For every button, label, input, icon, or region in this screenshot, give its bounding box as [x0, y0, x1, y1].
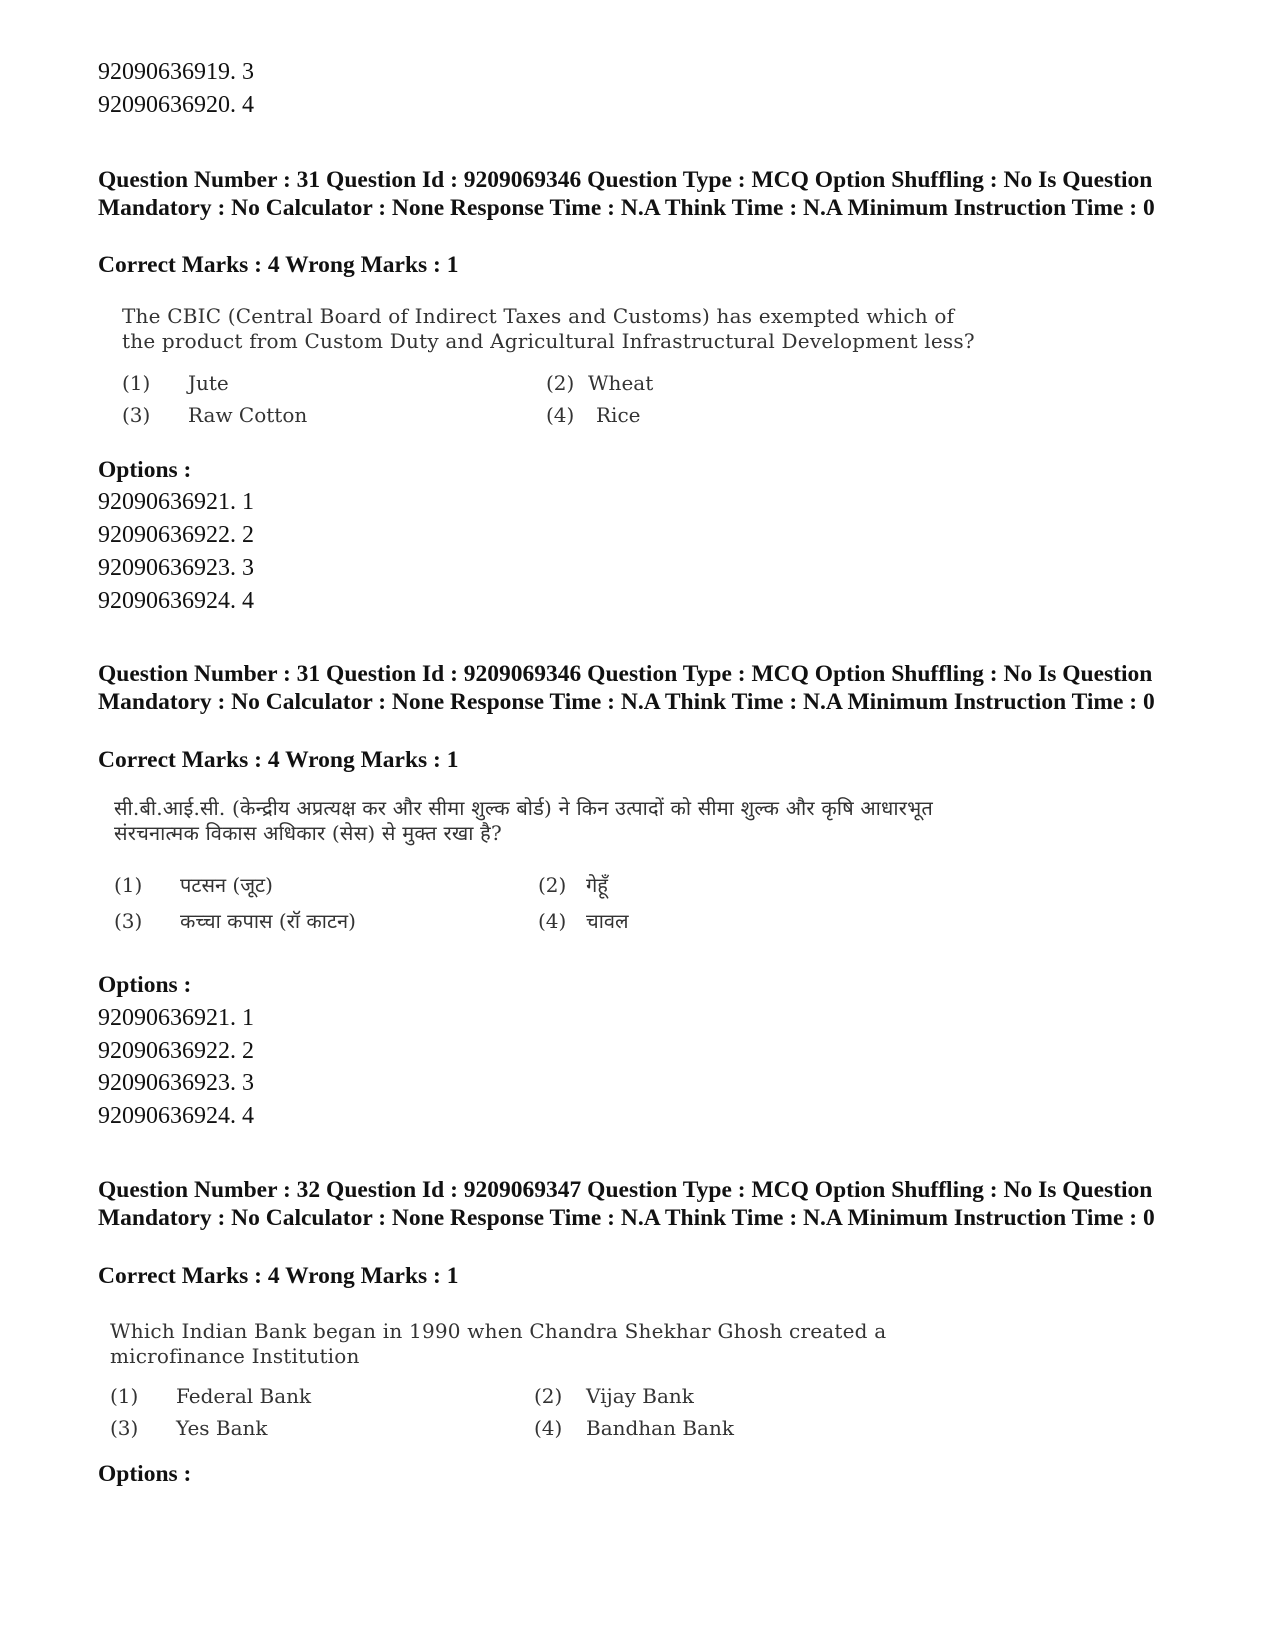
question-image: [122, 304, 1002, 429]
option-line: 92090636924. 4: [98, 1103, 254, 1129]
choice-number: (2): [546, 371, 575, 395]
question-meta: Question Number : 31 Question Id : 9209069346 Question Type : MCQ Option Shuffling : No Is Question Mandatory : No Calculator : None Response Time : N.A Think Time : N.A Minimum Instruction Time : 0: [98, 661, 1155, 715]
choice-number: (4): [534, 1416, 563, 1440]
question-marks: Correct Marks : 4 Wrong Marks : 1: [98, 747, 459, 773]
question-image: [110, 1319, 990, 1444]
choice-label: Bandhan Bank: [586, 1416, 734, 1440]
option-line: 92090636924. 4: [98, 588, 254, 614]
choice-label: Jute: [188, 371, 229, 395]
option-line: 92090636923. 3: [98, 555, 254, 581]
question-image: [114, 796, 1014, 936]
choice-number: (1): [114, 873, 143, 897]
choice-number: (1): [110, 1384, 139, 1408]
option-line: 92090636923. 3: [98, 1070, 254, 1096]
options-heading: Options :: [98, 457, 192, 483]
choice-label: चावल: [586, 909, 629, 933]
choice-number: (2): [534, 1384, 563, 1408]
choice-label: Wheat: [588, 371, 654, 395]
choice-number: (3): [122, 403, 151, 427]
options-heading: Options :: [98, 1461, 192, 1487]
choice-label: Federal Bank: [176, 1384, 312, 1408]
question-marks: Correct Marks : 4 Wrong Marks : 1: [98, 252, 459, 278]
choice-label: कच्चा कपास (रॉ काटन): [180, 909, 356, 933]
choice-number: (3): [114, 909, 143, 933]
question-meta: Question Number : 32 Question Id : 9209069347 Question Type : MCQ Option Shuffling : No Is Question Mandatory : No Calculator : None Response Time : N.A Think Time : N.A Minimum Instruction Time : 0: [98, 1177, 1155, 1231]
choice-number: (1): [122, 371, 151, 395]
question-meta: Question Number : 31 Question Id : 9209069346 Question Type : MCQ Option Shuffling : No Is Question Mandatory : No Calculator : None Response Time : N.A Think Time : N.A Minimum Instruction Time : 0: [98, 167, 1155, 221]
question-text: The CBIC (Central Board of Indirect Taxes and Customs) has exempted which of the product from Custom Duty and Agricultural Infrastructural Development less?: [122, 304, 975, 353]
choice-number: (2): [538, 873, 567, 897]
option-line: 92090636921. 1: [98, 1005, 254, 1031]
option-line: 92090636919. 3: [98, 59, 254, 85]
question-marks: Correct Marks : 4 Wrong Marks : 1: [98, 1263, 459, 1289]
option-line: 92090636921. 1: [98, 489, 254, 515]
choice-label: Vijay Bank: [586, 1384, 694, 1408]
choice-number: (4): [546, 403, 575, 427]
question-text: सी.बी.आई.सी. (केन्द्रीय अप्रत्यक्ष कर और सीमा शुल्क बोर्ड) ने किन उत्पादों को सीमा शुल्क और कृषि आधारभूत संरचनात्मक विकास अधिकार (सेस) से मुक्त रखा है?: [114, 796, 933, 845]
choice-number: (4): [538, 909, 567, 933]
choice-label: गेहूँ: [586, 873, 608, 897]
question-text: Which Indian Bank began in 1990 when Chandra Shekhar Ghosh created a microfinance Institution: [110, 1319, 887, 1368]
option-line: 92090636920. 4: [98, 92, 254, 118]
option-line: 92090636922. 2: [98, 1038, 254, 1064]
option-line: 92090636922. 2: [98, 522, 254, 548]
choice-label: Rice: [596, 403, 641, 427]
choice-label: Raw Cotton: [188, 403, 308, 427]
choice-label: Yes Bank: [176, 1416, 268, 1440]
choice-label: पटसन (जूट): [180, 873, 273, 897]
choice-number: (3): [110, 1416, 139, 1440]
options-heading: Options :: [98, 972, 192, 998]
